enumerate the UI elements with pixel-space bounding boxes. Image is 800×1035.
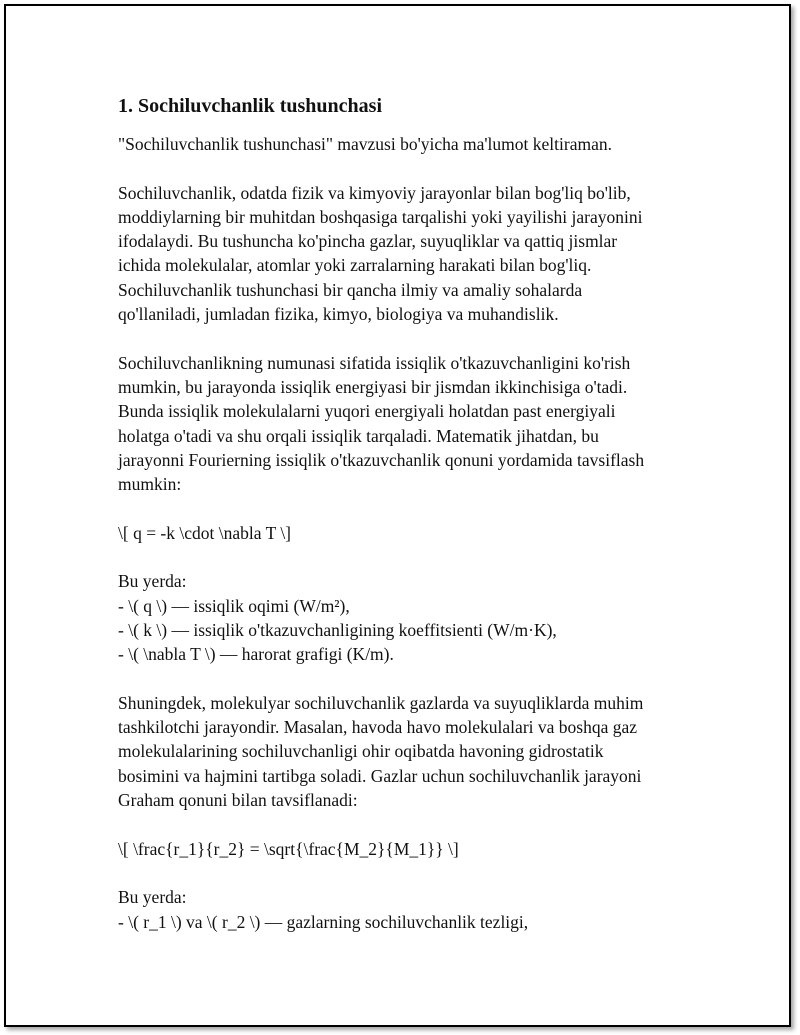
section-heading: 1. Sochiluvchanlik tushunchasi	[118, 95, 382, 117]
text-line: - \( k \) — issiqlik o'tkazuvchanligining koeffitsienti (W/m·K),	[118, 619, 557, 640]
text-line: - \( q \) — issiqlik oqimi (W/m²),	[118, 595, 350, 616]
text-line: ichida molekulalar, atomlar yoki zarralarning harakati bilan bog'liq.	[118, 255, 592, 276]
text-line: moddiylarning bir muhitdan boshqasiga tarqalishi yoki yayilishi jarayonini	[118, 206, 643, 227]
text-line: mumkin:	[118, 474, 182, 495]
text-line: qo'llaniladi, jumladan fizika, kimyo, biologiya va muhandislik.	[118, 304, 559, 325]
text-line: tashkilotchi jarayondir. Masalan, havoda havo molekulalari va boshqa gaz	[118, 717, 638, 738]
formula-fourier: \[ q = -k \cdot \nabla T \]	[118, 522, 292, 543]
text-line: - \( \nabla T \) — harorat grafigi (K/m).	[118, 644, 394, 665]
text-line: jarayonni Fourierning issiqlik o'tkazuvchanlik qonuni yordamida tavsiflash	[118, 449, 645, 470]
document-body	[114, 92, 694, 958]
text-line: mumkin, bu jarayonda issiqlik energiyasi bir jismdan ikkinchisiga o'tadi.	[118, 376, 628, 397]
text-line: holatga o'tadi va shu orqali issiqlik tarqaladi. Matematik jihatdan, bu	[118, 425, 599, 446]
text-line: Bu yerda:	[118, 571, 187, 592]
formula-graham: \[ \frac{r_1}{r_2} = \sqrt{\frac{M_2}{M_1}} \]	[118, 838, 459, 859]
paragraph-heat-conduction	[114, 351, 694, 497]
text-line: bosimini va hajmini tartibga soladi. Gazlar uchun sochiluvchanlik jarayoni	[118, 765, 642, 786]
text-line: Bu yerda:	[118, 887, 187, 908]
variable-definitions-graham	[114, 885, 694, 934]
text-line: Shuningdek, molekulyar sochiluvchanlik gazlarda va suyuqliklarda muhim	[118, 692, 644, 713]
paragraph-definition	[114, 181, 694, 327]
text-line: ifodalaydi. Bu tushuncha ko'pincha gazlar, suyuqliklar va qattiq jismlar	[118, 231, 618, 252]
variable-definitions-fourier	[114, 569, 694, 666]
text-line: Bunda issiqlik molekulalarni yuqori energiyali holatdan past energiyali	[118, 401, 616, 422]
text-line: Sochiluvchanlik, odatda fizik va kimyoviy jarayonlar bilan bog'liq bo'lib,	[118, 182, 631, 203]
text-line: Sochiluvchanlikning numunasi sifatida issiqlik o'tkazuvchanligini ko'rish	[118, 352, 631, 373]
text-line: Sochiluvchanlik tushunchasi bir qancha ilmiy va amaliy sohalarda	[118, 279, 583, 300]
text-line: - \( r_1 \) va \( r_2 \) — gazlarning sochiluvchanlik tezligi,	[118, 911, 529, 932]
text-line: Graham qonuni bilan tavsiflanadi:	[118, 790, 358, 811]
text-line: molekulalarining sochiluvchanligi ohir oqibatda havoning gidrostatik	[118, 741, 604, 762]
intro-paragraph: "Sochiluvchanlik tushunchasi" mavzusi bo'yicha ma'lumot keltiraman.	[118, 134, 612, 154]
paragraph-molecular-diffusion	[114, 691, 694, 812]
